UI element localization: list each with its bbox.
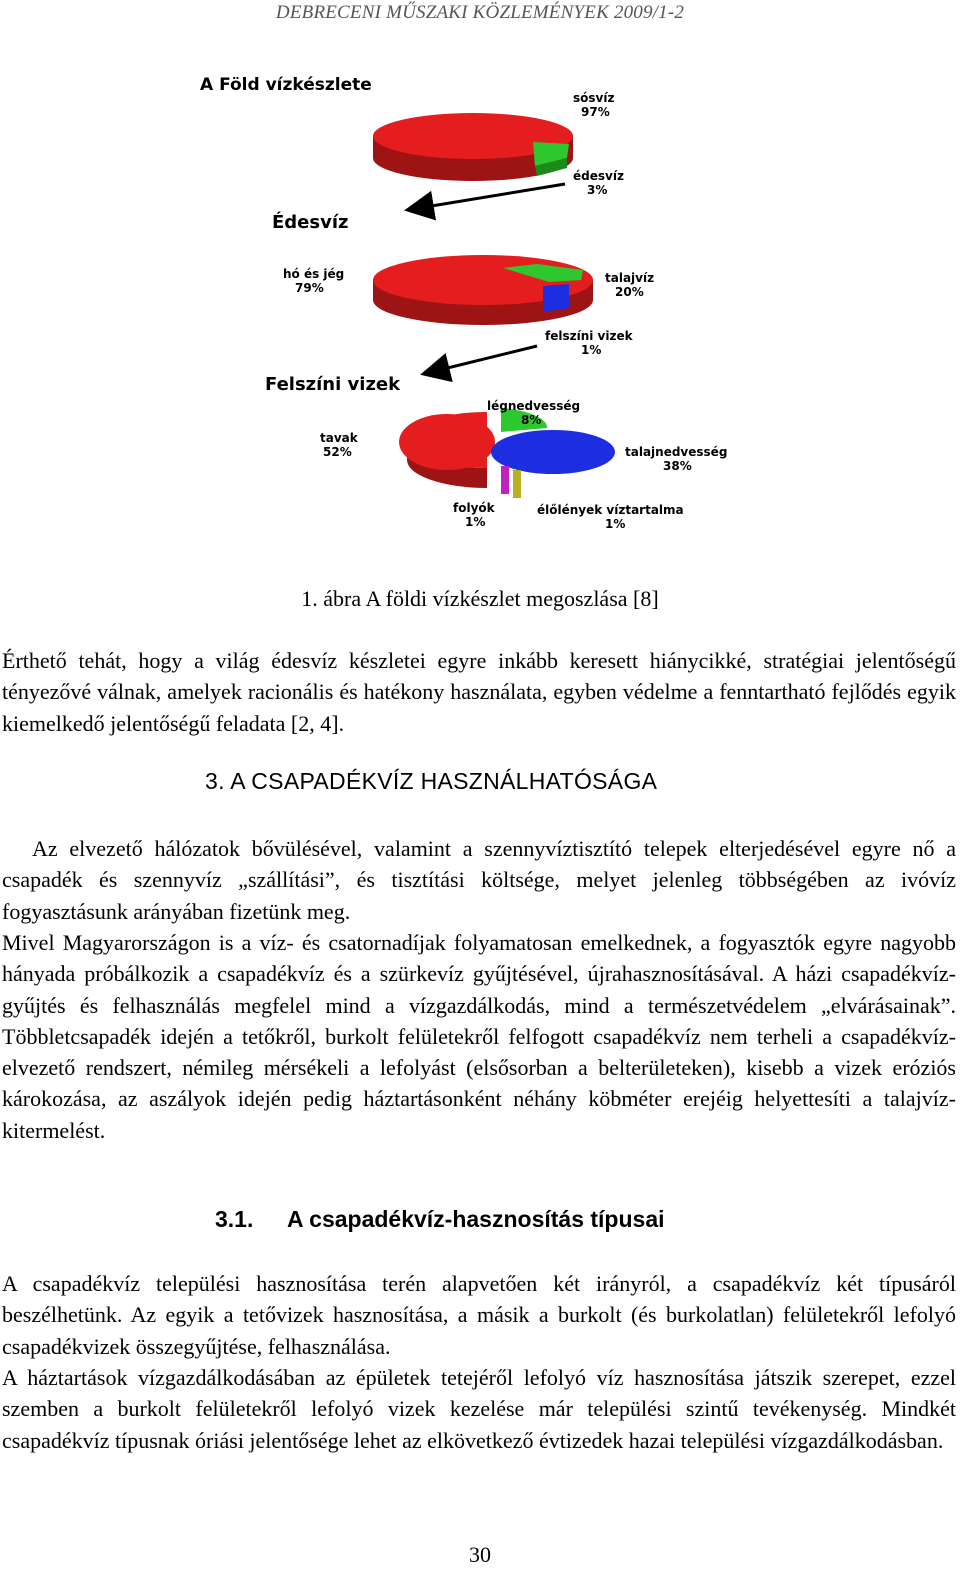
subsection-title: A csapadékvíz-hasznosítás típusai xyxy=(287,1206,665,1232)
pie3-slice-tavak-body xyxy=(399,414,495,470)
pie-chart-3 xyxy=(399,408,615,498)
pie3-slice-folyok xyxy=(501,466,509,494)
figure-caption: 1. ábra A földi vízkészlet megoszlása [8] xyxy=(301,586,659,611)
section-heading-3: 3. A CSAPADÉKVÍZ HASZNÁLHATÓSÁGA xyxy=(205,768,658,794)
label-elolenyek-pct: 1% xyxy=(605,517,626,531)
label-folyok: folyók xyxy=(453,501,495,515)
label-edesviz-pct: 3% xyxy=(587,183,608,197)
journal-header: DEBRECENI MŰSZAKI KÖZLEMÉNYEK 2009/1-2 xyxy=(275,2,685,23)
label-tavak: tavak xyxy=(320,431,358,445)
label-hoesjeg-pct: 79% xyxy=(295,281,324,295)
page-number: 30 xyxy=(469,1542,491,1567)
pie-chart-2 xyxy=(373,255,593,325)
arrow-to-edesviz xyxy=(407,184,565,210)
label-hoesjeg: hó és jég xyxy=(283,267,345,281)
label-legnedvesseg-pct: 8% xyxy=(521,413,542,427)
label-legnedvesseg: légnedvesség xyxy=(487,399,581,413)
pie2-slice-felszini xyxy=(543,284,569,312)
subsection-heading-3-1 xyxy=(215,1206,665,1233)
chart2-title: Édesvíz xyxy=(272,212,349,233)
label-felszini-pct: 1% xyxy=(581,343,602,357)
arrow-to-felszini xyxy=(423,346,537,374)
label-talajviz-pct: 20% xyxy=(615,285,644,299)
subsection-number: 3.1. xyxy=(215,1206,254,1232)
label-edesviz: édesvíz xyxy=(573,169,624,183)
chart1-title: A Föld vízkészlete xyxy=(200,75,372,95)
label-talajnedvesseg-pct: 38% xyxy=(663,459,692,473)
label-tavak-pct: 52% xyxy=(323,445,352,459)
paragraph-4: A csapadékvíz települési hasznosítása terén alapvetően két irányról, a csapadékvíz két típusáról beszélhetünk. Az egyik a tetővizek hasznosítása, a másik a burkolt (és burkolatlan) felületekről lefolyó csapadékvizek összegyűjtése, felhasználása. xyxy=(2,1271,956,1359)
water-distribution-figure xyxy=(185,58,775,558)
paragraph-1: Érthető tehát, hogy a világ édesvíz készletei egyre inkább keresett hiánycikké, stratégiai jelentőségű tényezővé válnak, amelyek racionális és hatékony használata, egyben védelme a fenntartható fejlődés egyik kiemelkedő jelentőségű feladata [2, 4]. xyxy=(2,648,956,736)
chart3-title: Felszíni vizek xyxy=(265,374,401,395)
pie-charts-svg xyxy=(185,58,775,558)
paragraph-3: Mivel Magyarországon is a víz- és csatornadíjak folyamatosan emelkednek, a fogyasztók egyre nagyobb hányada próbálkozik a csapadékvíz és a szürkevíz gyűjtésével, újrahasznosításával. A házi csapadékvíz-gyűjtés és felhasználás megfelel mind a vízgazdálkodás, mind a természetvédelem „elvárásainak”. Többletcsapadék idején a tetőkről, burkolt felületekről felfogott csapadékvíz nem terheli a csapadékvíz-elvezető rendszert, némileg mérsékeli a lefolyást (elsősorban a belterületeken), kisebb a vizek eróziós károkozása, az aszályok idején pedig háztartásonként néhány köbméter erejéig helyettesíti a talajvíz-kitermelést. xyxy=(2,930,956,1143)
pie3-slice-talajnedvesseg xyxy=(491,430,615,474)
label-talajnedvesseg: talajnedvesség xyxy=(625,445,728,459)
label-sosviz-pct: 97% xyxy=(581,105,610,119)
label-felszini: felszíni vizek xyxy=(545,329,633,343)
label-talajviz: talajvíz xyxy=(605,271,655,285)
paragraph-5: A háztartások vízgazdálkodásában az épületek tetejéről lefolyó víz hasznosítása játszik szerepet, ezzel szemben a burkolt felületekről lefolyó vizek kezelése már települési szintű tevékenység. Mindkét csapadékvíz típusnak óriási jelentősége lehet az elkövetkező évtizedek hazai települési vízgazdálkodásban. xyxy=(2,1365,956,1453)
pie3-slice-elolenyek xyxy=(513,470,521,498)
pie-chart-1 xyxy=(373,113,573,181)
label-folyok-pct: 1% xyxy=(465,515,486,529)
label-elolenyek: élőlények víztartalma xyxy=(537,503,684,517)
paragraph-2: Az elvezető hálózatok bővülésével, valamint a szennyvíztisztító telepek elterjedésével egyre nő a csapadék és szennyvíz „szállítási”, és tisztítási költsége, melyet jelenleg többségében az ivóvíz fogyasztásunk arányában fizetünk meg. xyxy=(2,836,956,924)
label-sosviz: sósvíz xyxy=(573,91,615,105)
